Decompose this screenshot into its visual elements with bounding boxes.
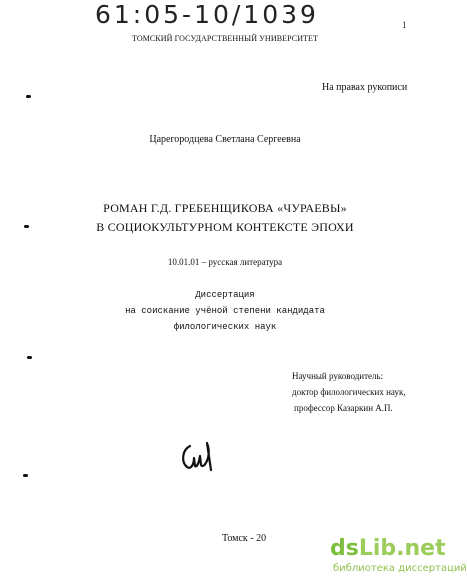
author-name: Царегородцева Светлана Сергеевна: [149, 134, 301, 145]
city-year: Томск - 20: [222, 533, 267, 544]
archive-stamp: 61:05-10/1039: [95, 0, 319, 29]
page-number: 1: [402, 20, 407, 30]
handwritten-signature: [178, 440, 222, 472]
margin-mark: [26, 95, 31, 98]
margin-mark: [23, 474, 28, 477]
margin-mark: [27, 356, 32, 359]
manuscript-note: На правах рукописи: [322, 82, 408, 93]
specialty-code: 10.01.01 – русская литература: [167, 257, 283, 267]
university-name: ТОМСКИЙ ГОСУДАРСТВЕННЫЙ УНИВЕРСИТЕТ: [131, 34, 319, 43]
supervisor-degree: доктор филологических наук,: [292, 387, 406, 397]
supervisor-name: профессор Казаркин А.П.: [294, 403, 393, 413]
degree-line: на соискание учёной степени кандидата: [125, 306, 325, 316]
title-line-1: РОМАН Г.Д. ГРЕБЕНЩИКОВА «ЧУРАЕВЫ»: [103, 201, 347, 215]
dslib-watermark: [330, 536, 467, 581]
dslib-logo: dsLib.net: [330, 536, 446, 561]
supervisor-label: Научный руководитель:: [292, 371, 384, 381]
title-line-2: В СОЦИОКУЛЬТУРНОМ КОНТЕКСТЕ ЭПОХИ: [96, 220, 354, 234]
field-line: филологических наук: [173, 322, 277, 332]
dissertation-label: Диссертация: [195, 290, 255, 300]
dslib-tagline: библиотека диссертаций: [333, 563, 467, 574]
